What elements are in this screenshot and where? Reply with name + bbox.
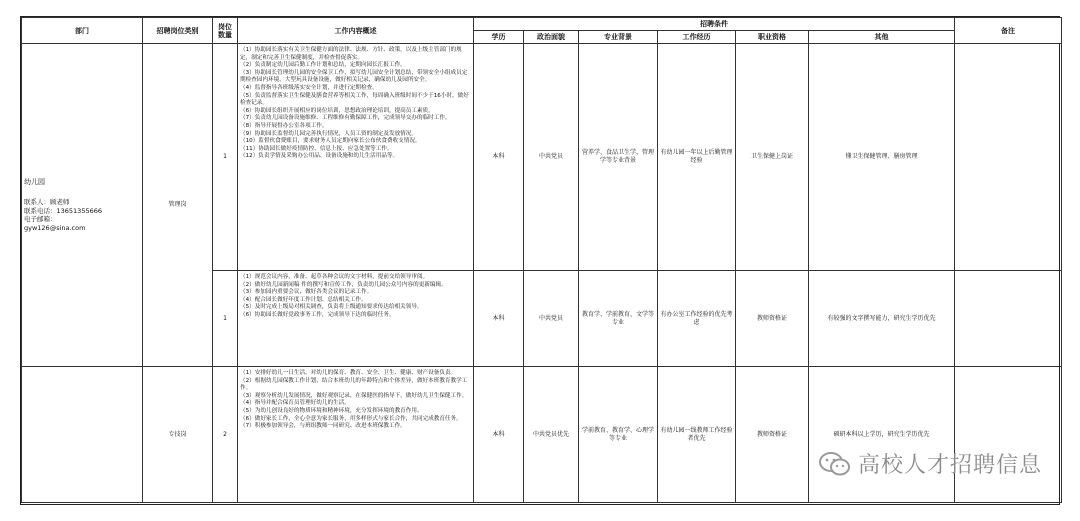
desc-line: （2）负责制定幼儿园后勤工作计划和总结，定期向园长汇报工作。 [240, 62, 406, 69]
education-cell: 本科 [474, 367, 524, 503]
experience-cell: 有幼儿园一线教师工作经验者优先 [658, 367, 736, 503]
major-cell: 学前教育、教育学、心理学等专业 [579, 367, 658, 503]
post-cell: 管理岗 [143, 44, 213, 367]
count-cell: 1 [213, 271, 238, 367]
education-cell: 本科 [474, 44, 524, 271]
table-row [22, 44, 1062, 271]
education-cell: 本科 [474, 271, 524, 367]
qualification-cell: 教师资格证 [736, 271, 809, 367]
dept-phone: 联系电话：13651355666 [24, 206, 102, 215]
desc-line: （1）协助园长落实有关卫生保健方面的法律、法规、方针、政策，以及上级主管部门的规定，制定和完善卫生保健制度，并检查督促落实。 [240, 47, 462, 61]
qualification-cell: 卫生保健上岗证 [736, 44, 809, 271]
other-cell: 懂卫生保健管理、膳房管理 [809, 44, 955, 271]
header-other: 其他 [809, 31, 955, 44]
major-cell: 营养学、食品卫生学、管理学等专业背景 [579, 44, 658, 271]
desc-line: （4）指导并配合保育员管理好幼儿的生活。 [240, 400, 350, 407]
count-cell: 2 [213, 367, 238, 503]
desc-line: （5）及时完成上级局对相关调查，负责将上级通知要求传达给相关领导。 [240, 304, 423, 311]
major-cell: 教育学、学前教育、文学等专业 [579, 271, 658, 367]
desc-line: （2）做好幼儿园新闻稿 件的撰写和宣传工作，负责幼儿园公众号内容的更新编辑。 [240, 281, 447, 288]
dept-email-label: 电子邮箱： [24, 215, 57, 224]
desc-line: （2）根据幼儿园保教工作计划，结合本班幼儿的年龄特点和个体差异，做好本班教育教学工作。 [240, 377, 468, 392]
post-cell: 专技岗 [143, 367, 213, 503]
recruitment-table-sheet [20, 16, 1060, 505]
desc-line: （1）规范会议内容，准备、起草各种会议的文字材料，提前交给领导审阅。 [240, 274, 429, 280]
wechat-icon [818, 451, 852, 477]
desc-line: （12）负责学情及采购办公用品、设备设施和幼儿生活用品等。 [240, 153, 399, 160]
remarks-cell [955, 367, 1062, 503]
dept-cell-empty [22, 367, 143, 503]
header-experience: 工作经历 [658, 31, 736, 44]
header-count: 岗位数量 [213, 18, 238, 44]
experience-cell: 有办公室工作经验的优先考虑 [658, 271, 736, 367]
desc-cell [238, 271, 474, 367]
desc-line: （3）参加园内重要会议，做好各类会议的记录工作。 [240, 289, 373, 296]
header-education: 学历 [474, 31, 524, 44]
dept-email: gyw126@sina.com [24, 223, 86, 232]
political-cell: 中共党员 [524, 271, 579, 367]
header-conditions: 招聘条件 [474, 18, 955, 31]
desc-line: （6）协助园长做好党政事务工作，完成领导下达的临时任务。 [240, 311, 395, 318]
watermark [818, 448, 1042, 479]
desc-line: （5）为幼儿创设良好的物质环境和精神环境，充分发挥环境的教育作用。 [240, 407, 423, 414]
desc-line: （1）安排好幼儿一日生活，对幼儿的保育、教育、安全、卫生、健康、财产设备负责。 [240, 370, 457, 376]
desc-line: （10）监督伙食费账目，要求财务人员定期向家长公布伙食费收支情况。 [240, 138, 421, 145]
desc-line: （7）积极参加领导会，与班组教师一同研究、改进本班保教工作。 [240, 423, 406, 430]
header-work-desc: 工作内容概述 [238, 18, 474, 44]
remarks-cell [955, 271, 1062, 367]
desc-line: （7）负责幼儿园设备设施维修、工程维修有勤保障工作，完成领导交办的临时工作。 [240, 115, 451, 122]
dept-cell [22, 44, 143, 367]
desc-line: （5）负责监督落实卫生保健及膳食营养等相关工作，每周确入班级时间不少于16小时，做好检查记录。 [240, 92, 469, 107]
qualification-cell: 教师资格证 [736, 367, 809, 503]
desc-line: （3）观察分析幼儿发展情况，做好观察记录，在保健医的指导下，做好幼儿卫生保健工作。 [240, 392, 468, 399]
desc-line: （4）配合园长做好年度工作计划、总结相关工作。 [240, 296, 367, 303]
desc-line: （9）协助园长监督幼儿园完善执行情况，人员工资的制定及发放情况。 [240, 130, 417, 137]
table-row [22, 367, 1062, 503]
watermark-text: 高校人才招聘信息 [857, 453, 1042, 478]
header-qualification: 职业资格 [736, 31, 809, 44]
dept-name: 幼儿园 [24, 177, 45, 186]
desc-line: （6）做好家长工作，全心全意为家长服务，用多样形式与家长合作，共同完成教育任务。 [240, 415, 462, 422]
dept-contact: 联系人：顾老师 [24, 198, 70, 207]
header-remarks: 备注 [955, 18, 1062, 44]
desc-line: （6）协助园长组织开展相应的岗位培训，思想政治理论培训，提高员工素质。 [240, 107, 434, 114]
other-cell: 有较强的文字撰写能力，研究生学历优先 [809, 271, 955, 367]
count-cell: 1 [213, 44, 238, 271]
experience-cell: 有幼儿园一年以上后勤管理经验 [658, 44, 736, 271]
header-political: 政治面貌 [524, 31, 579, 44]
remarks-cell [955, 44, 1062, 271]
desc-line: （8）指导开展督办公室各项工作。 [240, 122, 328, 129]
desc-cell [238, 44, 474, 271]
header-post-type: 招聘岗位类别 [143, 18, 213, 44]
desc-cell [238, 367, 474, 503]
political-cell: 中共党员优先 [524, 367, 579, 503]
header-dept: 部门 [22, 18, 143, 44]
desc-line: （4）监督指导各班级落实安全计划，并进行定期检查。 [240, 84, 378, 91]
political-cell: 中共党员 [524, 44, 579, 271]
other-cell: 硕研本科以上学历，研究生学历优先 [809, 367, 955, 503]
desc-line: （3）协助园长管理幼儿园的安全保卫工作，拟写幼儿园安全计划总结，带领安全小组成员定期检查园内环境、大型玩具设备设施，做好相关记录，确保幼儿及园所安全。 [240, 69, 468, 84]
recruitment-table [21, 17, 1062, 503]
desc-line: （11）协助园长做好疫情防控、信息上报、应急处置等工作。 [240, 145, 393, 152]
header-major: 专业背景 [579, 31, 658, 44]
